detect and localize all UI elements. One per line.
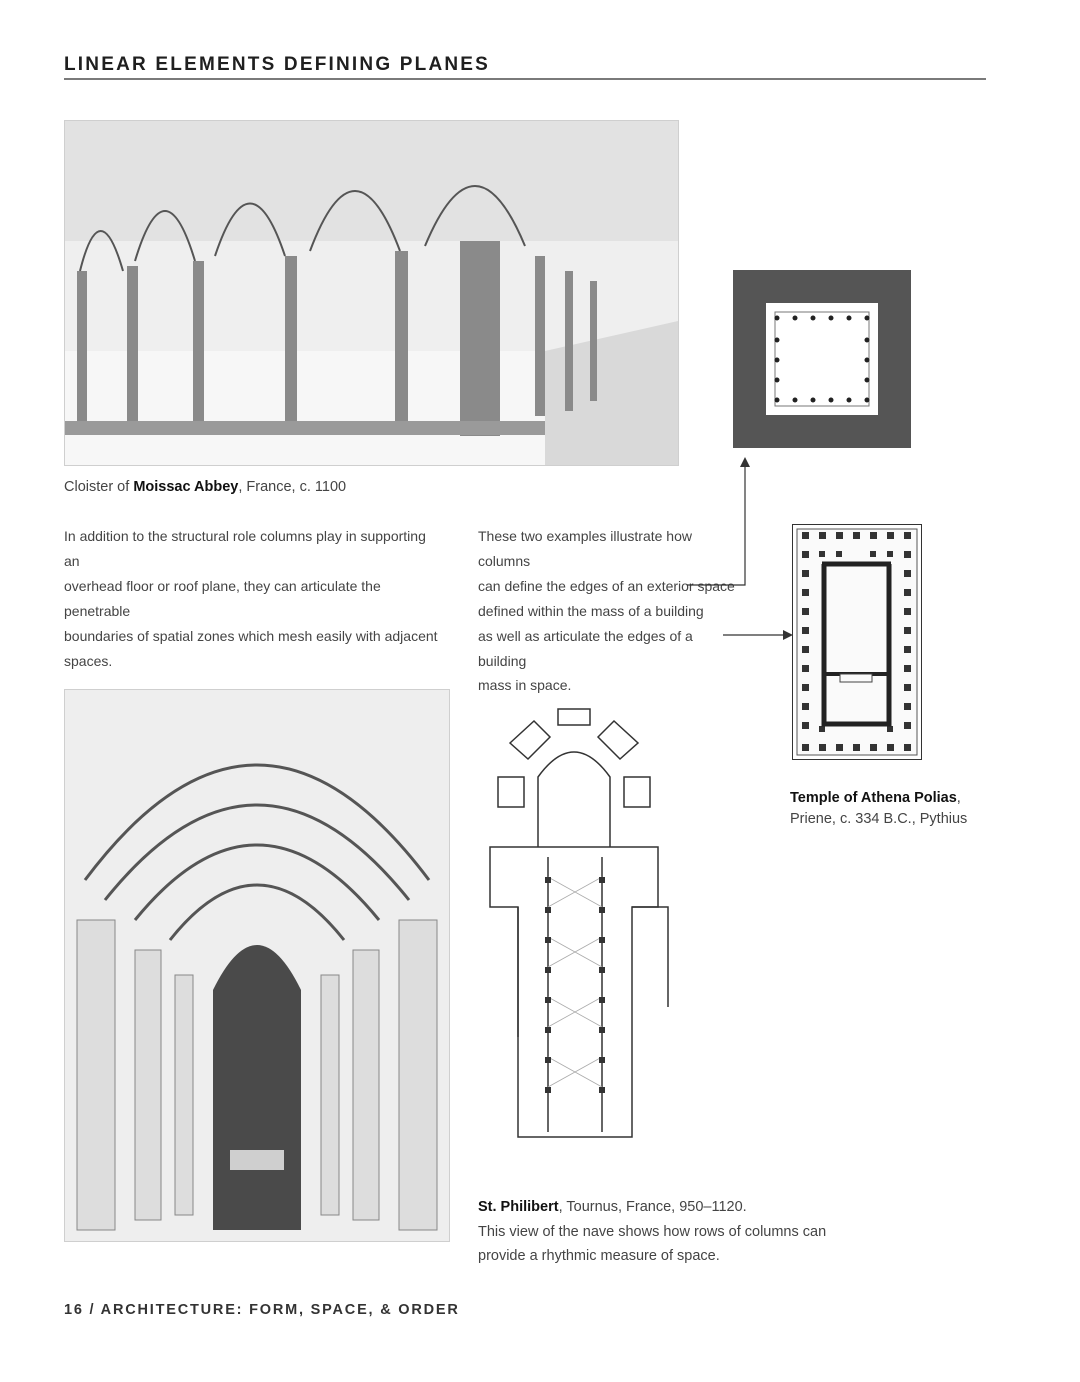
body-left-line: boundaries of spatial zones which mesh easily with adjacent bbox=[64, 627, 438, 644]
body-middle-line: defined within the mass of a building bbox=[478, 602, 704, 619]
moissac-caption-prefix: Cloister of bbox=[64, 479, 134, 495]
nave-sketch bbox=[64, 689, 450, 1242]
athena-name-suffix: , bbox=[956, 790, 961, 806]
moissac-caption bbox=[64, 477, 346, 498]
temple-athena-plan bbox=[792, 524, 922, 760]
philibert-line: provide a rhythmic measure of space. bbox=[478, 1248, 720, 1265]
athena-caption bbox=[790, 788, 967, 830]
page-footer: 16 / ARCHITECTURE: FORM, SPACE, & ORDER bbox=[64, 1302, 460, 1318]
philibert-suffix: , Tournus, France, 950–1120. bbox=[558, 1199, 747, 1215]
moissac-caption-name: Moissac Abbey bbox=[133, 479, 239, 495]
body-left bbox=[64, 524, 444, 673]
athena-name: Temple of Athena Polias bbox=[790, 790, 957, 806]
body-left-line: spaces. bbox=[64, 652, 113, 669]
body-middle-line: mass in space. bbox=[478, 677, 572, 694]
page-title: LINEAR ELEMENTS DEFINING PLANES bbox=[64, 54, 491, 75]
cloister-sketch bbox=[64, 120, 679, 466]
header-rule bbox=[64, 78, 986, 80]
philibert-caption bbox=[478, 1195, 826, 1269]
body-left-line: overhead floor or roof plane, they can articulate the penetrable bbox=[64, 577, 381, 619]
moissac-caption-suffix: , France, c. 1100 bbox=[238, 479, 347, 495]
body-middle-line: These two examples illustrate how columns bbox=[478, 528, 692, 569]
temple-square-plan bbox=[733, 270, 911, 448]
philibert-name: St. Philibert bbox=[478, 1199, 559, 1215]
body-middle-line: as well as articulate the edges of a building bbox=[478, 627, 693, 669]
body-left-line: In addition to the structural role columns play in supporting an bbox=[64, 528, 426, 569]
body-middle-line: can define the edges of an exterior space bbox=[478, 577, 735, 594]
philibert-line: This view of the nave shows how rows of columns can bbox=[478, 1223, 827, 1240]
st-philibert-plan bbox=[488, 707, 674, 1143]
leader-arrows bbox=[600, 455, 800, 645]
athena-detail: Priene, c. 334 B.C., Pythius bbox=[790, 811, 968, 828]
